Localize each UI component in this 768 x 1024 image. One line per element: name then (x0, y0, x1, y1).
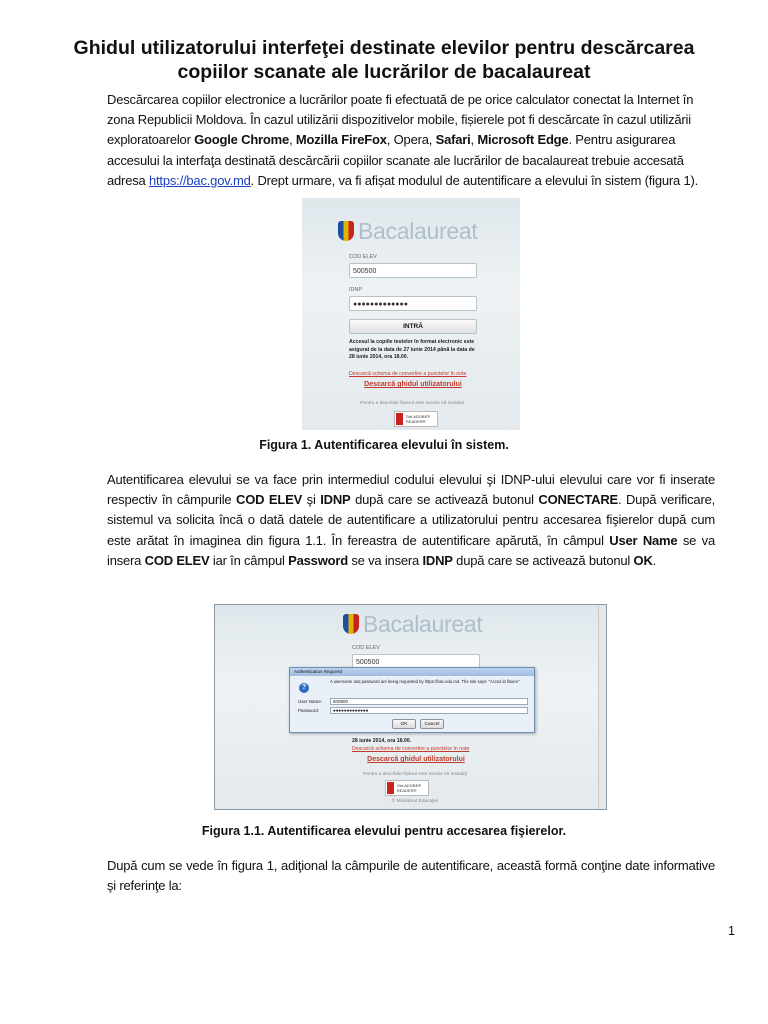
user-guide-link[interactable]: Descarcă ghidul utilizatorului (364, 381, 462, 388)
bac-link[interactable]: https://bac.gov.md (148, 172, 251, 188)
cod-elev-label: COD ELEV (352, 645, 380, 651)
pdf-icon (387, 782, 394, 794)
cod-elev-input[interactable]: 500500 (352, 654, 480, 669)
info-paragraph: După cum se vede în figura 1, adiţional la câmpurile de autentificare, această formă conţine date informative şi referinţe la: (107, 858, 715, 894)
access-info-text: Accesul la copiile testelor în format electronic este asigurat de la data de 27 iunie 2014 până la data de 28 iunie 2014, ora 18.00. (349, 339, 475, 360)
username-input[interactable]: 500500 (330, 698, 528, 705)
idnp-label: IDNP (349, 287, 363, 293)
reader-note: Pentru a deschide fișierul este nevoie să instalați (363, 772, 467, 777)
intro-paragraph: Descărcarea copiilor electronice a lucrărilor poate fi efectuată de pe orice calculator conectat la Internet în zona Republicii Moldova. În cazul utilizării dispozitivelor mobile, fișierele pot fi descărcate în cazul utilizării exploratoarelor Google Chrome, Mozilla FireFox, Opera, Safari, Microsoft Edge. Pentru asigurarea accesului la interfaţa destinată descărcării copiilor scanate ale lucrărilor de bacalaureat trebuie accesată adresa https://bac.gov.md. Drept urmare, va fi afișat modulul de autentificare a elevului în sistem (figura 1). (107, 92, 699, 188)
conversion-scheme-link[interactable]: Descarcă schema de convertire a punctelor în note (349, 371, 467, 377)
ok-button[interactable]: OK (392, 719, 416, 729)
cod-elev-label: COD ELEV (349, 254, 377, 260)
password-label: Password: (298, 708, 320, 713)
scrollbar[interactable] (598, 605, 606, 809)
username-label: User Name: (298, 699, 323, 704)
page-title: Ghidul utilizatorului interfeţei destinate elevilor pentru descărcarea copiilor scanate ale lucrărilor de bacalaureat (73, 37, 695, 83)
figure-1-caption: Figura 1. Autentificarea elevului în sistem. (259, 438, 509, 452)
copyright-footer: © Ministerul Educaţiei (391, 799, 439, 804)
page-number: 1 (728, 924, 735, 938)
access-info-text: 28 iunie 2014, ora 18.00. (352, 738, 412, 744)
figure-1-screenshot (302, 198, 520, 430)
adobe-reader-badge[interactable]: Get ADOBE® READER® (394, 411, 438, 427)
adobe-reader-badge[interactable]: Get ADOBE® READER® (385, 780, 429, 796)
logo: Bacalaureat (338, 218, 477, 244)
login-button[interactable]: INTRĂ (349, 319, 477, 334)
pdf-icon (396, 413, 403, 425)
password-input[interactable]: ●●●●●●●●●●●●● (330, 707, 528, 714)
moldova-emblem-icon (343, 614, 359, 634)
dialog-message: A username and password are being requested by https://bac.edu.md. The site says: "Acces la fisiere" (330, 679, 520, 684)
figure-1-1-caption: Figura 1.1. Autentificarea elevului pentru accesarea fişierelor. (201, 824, 567, 838)
question-icon: ? (299, 683, 309, 693)
cod-elev-input[interactable]: 500500 (349, 263, 477, 278)
reader-note: Pentru a deschide fișierul este nevoie să instalați (360, 401, 464, 406)
auth-paragraph: Autentificarea elevului se va face prin intermediul codului elevului şi IDNP-ului elevului care vor fi inserate respectiv în câmpurile COD ELEV şi IDNP după care se activează butonul CONECTARE. După verificare, sistemul va solicita încă o dată datele de autentificare a utilizatorului pentru accesarea fişierelor după cum este arătat în imaginea din figura 1.1. În fereastra de autentificare apărută, în câmpul User Name se va insera COD ELEV iar în câmpul Password se va insera IDNP după care se activează butonul OK. (107, 472, 716, 568)
moldova-emblem-icon (338, 221, 354, 241)
user-guide-link[interactable]: Descarcă ghidul utilizatorului (367, 756, 465, 763)
idnp-input[interactable]: ●●●●●●●●●●●●● (349, 296, 477, 311)
logo: Bacalaureat (343, 611, 482, 637)
conversion-scheme-link[interactable]: Descarcă schema de convertire a punctelor în note (352, 746, 470, 752)
figure-1-1-screenshot (214, 604, 607, 810)
auth-dialog (289, 667, 535, 733)
cancel-button[interactable]: Cancel (420, 719, 444, 729)
dialog-title: Authentication Required (290, 668, 534, 676)
